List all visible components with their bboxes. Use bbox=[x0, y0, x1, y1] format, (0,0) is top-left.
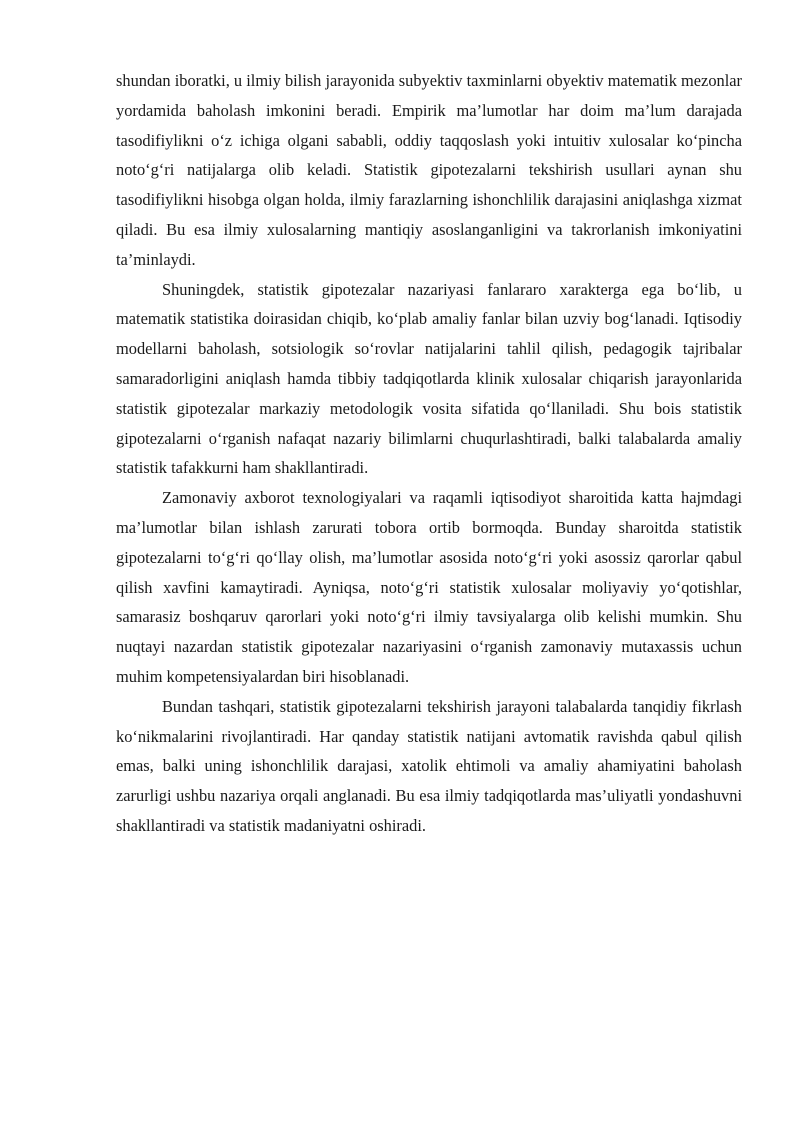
body-text bbox=[116, 66, 742, 841]
paragraph-2: Shuningdek, statistik gipotezalar nazariyasi fanlararo xarakterga ega bo‘lib, u matematik statistika doirasidan chiqib, ko‘plab amaliy fanlar bilan uzviy bog‘lanadi. Iqtisodiy modellarni baholash, sotsiologik so‘rovlar natijalarini tahlil qilish, pedagogik tajribalar samaradorligini aniqlash hamda tibbiy tadqiqotlarda klinik xulosalar chiqarish jarayonlarida statistik gipotezalar markaziy metodologik vosita sifatida qo‘llaniladi. Shu bois statistik gipotezalarni o‘rganish nafaqat nazariy bilimlarni chuqurlashtiradi, balki talabalarda amaliy statistik tafakkurni ham shakllantiradi. bbox=[116, 279, 742, 478]
paragraph-4: Bundan tashqari, statistik gipotezalarni tekshirish jarayoni talabalarda tanqidiy fikrlash ko‘nikmalarini rivojlantiradi. Har qanday statistik natijani avtomatik ravishda qabul qilish emas, balki uning ishonchlilik darajasi, xatolik ehtimoli va amaliy ahamiyatini baholash zarurligi ushbu nazariya orqali anglanadi. Bu esa ilmiy tadqiqotlarda mas’uliyatli yondashuvni shakllantiradi va statistik madaniyatni oshiradi. bbox=[116, 696, 742, 835]
paragraph-3: Zamonaviy axborot texnologiyalari va raqamli iqtisodiyot sharoitida katta hajmdagi ma’lumotlar bilan ishlash zarurati tobora ortib bormoqda. Bunday sharoitda statistik gipotezalarni to‘g‘ri qo‘llay olish, ma’lumotlar asosida noto‘g‘ri yoki asossiz qarorlar qabul qilish xavfini kamaytiradi. Ayniqsa, noto‘g‘ri statistik xulosalar moliyaviy yo‘qotishlar, samarasiz boshqaruv qarorlari yoki noto‘g‘ri ilmiy tavsiyalarga olib kelishi mumkin. Shu nuqtayi nazardan statistik gipotezalar nazariyasini o‘rganish zamonaviy mutaxassis uchun muhim kompetensiyalardan biri hisoblanadi. bbox=[116, 488, 742, 686]
paragraph-1: shundan iboratki, u ilmiy bilish jarayonida subyektiv taxminlarni obyektiv matematik mezonlar yordamida baholash imkonini beradi. Empirik ma’lumotlar har doim ma’lum darajada tasodifiylikni o‘z ichiga olgani sababli, oddiy taqqoslash yoki intuitiv xulosalar ko‘pincha noto‘g‘ri natijalarga olib keladi. Statistik gipotezalarni tekshirish usullari aynan shu tasodifiylikni hisobga olgan holda, ilmiy farazlarning ishonchlilik darajasini aniqlashga xizmat qiladi. Bu esa ilmiy xulosalarning mantiqiy asoslanganligini va takrorlanish imkoniyatini ta’minlaydi. bbox=[116, 71, 742, 269]
